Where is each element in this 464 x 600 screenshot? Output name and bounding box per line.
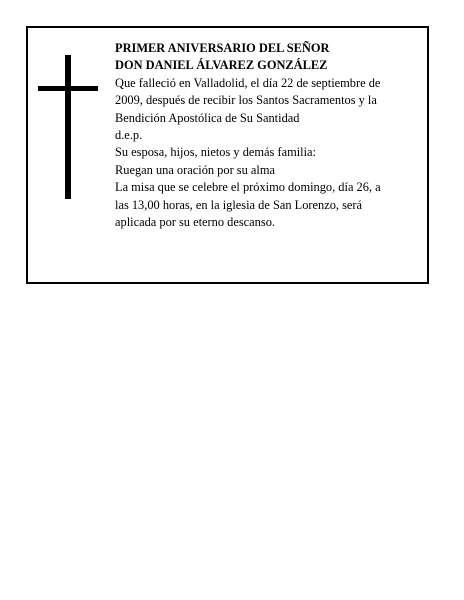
- notice-body-line: Su esposa, hijos, nietos y demás familia:: [115, 145, 316, 160]
- notice-body-line: aplicada por su eterno descanso.: [115, 215, 275, 230]
- notice-body-line: Ruegan una oración por su alma: [115, 162, 275, 177]
- notice-body-line: Bendición Apostólica de Su Santidad: [115, 110, 300, 125]
- cross-horizontal-bar: [38, 86, 98, 91]
- notice-body-line: 2009, después de recibir los Santos Sacramentos y la: [115, 93, 377, 108]
- notice-body-line: las 13,00 horas, en la iglesia de San Lorenzo, será: [115, 197, 363, 212]
- notice-text: [115, 40, 415, 231]
- notice-title-line-2: DON DANIEL ÁLVAREZ GONZÁLEZ: [115, 58, 328, 73]
- notice-body-line: Que falleció en Valladolid, el día 22 de septiembre de: [115, 75, 381, 90]
- cross-vertical-bar: [65, 55, 71, 199]
- notice-body-line: La misa que se celebre el próximo domingo, día 26, a: [115, 180, 381, 195]
- cross-icon: [38, 55, 98, 199]
- obituary-notice: [26, 26, 429, 284]
- notice-body-line: d.e.p.: [115, 128, 143, 143]
- notice-title-line-1: PRIMER ANIVERSARIO DEL SEÑOR: [115, 41, 330, 55]
